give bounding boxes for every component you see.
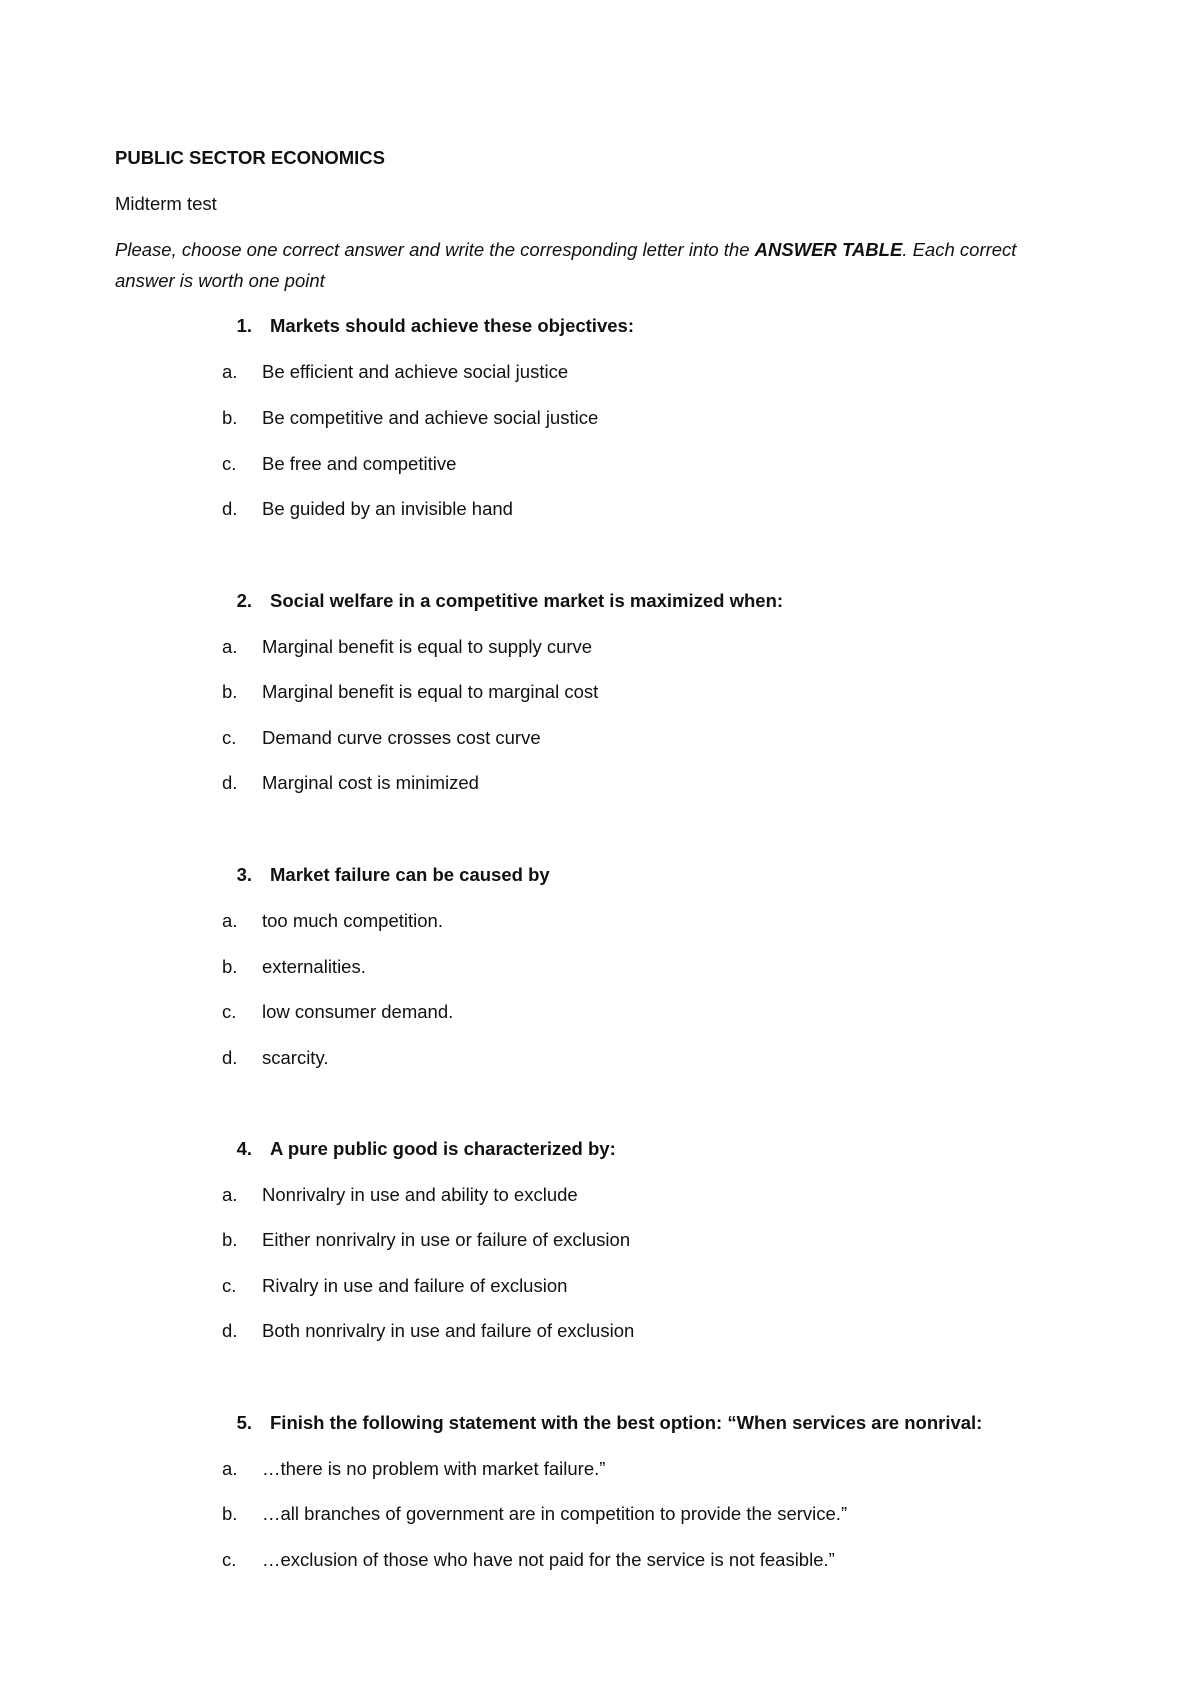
question-text: Markets should achieve these objectives:: [270, 315, 634, 336]
option-letter: c.: [222, 1001, 237, 1022]
option-text: too much competition.: [262, 910, 443, 931]
option-text: Marginal benefit is equal to marginal cost: [262, 681, 599, 702]
question-number: 4.: [236, 1138, 252, 1159]
instructions-part-1: Please, choose one correct answer and write the corresponding letter into the: [115, 239, 755, 260]
option-text: Both nonrivalry in use and failure of exclusion: [262, 1320, 635, 1341]
instructions-emphasis: ANSWER TABLE: [754, 239, 903, 260]
option-letter: a.: [222, 361, 238, 382]
instructions-line-2: answer is worth one point: [115, 270, 325, 291]
question-number: 2.: [236, 590, 252, 611]
option-text: …exclusion of those who have not paid for the service is not feasible.”: [262, 1549, 835, 1570]
option-text: Rivalry in use and failure of exclusion: [262, 1275, 568, 1296]
option-letter: c.: [222, 727, 237, 748]
document-subtitle: Midterm test: [115, 193, 217, 214]
question-text: Market failure can be caused by: [270, 864, 550, 885]
question-text: A pure public good is characterized by:: [270, 1138, 616, 1159]
document-title: PUBLIC SECTOR ECONOMICS: [115, 147, 385, 168]
option-letter: b.: [222, 681, 238, 702]
option-letter: d.: [222, 1047, 238, 1068]
option-text: …there is no problem with market failure.”: [262, 1458, 606, 1479]
option-letter: b.: [222, 956, 238, 977]
option-letter: b.: [222, 407, 238, 428]
option-letter: d.: [222, 498, 238, 519]
question-text: Social welfare in a competitive market is maximized when:: [270, 590, 784, 611]
option-text: Marginal cost is minimized: [262, 772, 479, 793]
option-letter: a.: [222, 1458, 238, 1479]
question-text: Finish the following statement with the best option: “When services are nonrival:: [270, 1412, 983, 1433]
option-letter: b.: [222, 1229, 238, 1250]
option-text: Be efficient and achieve social justice: [262, 361, 569, 382]
option-letter: a.: [222, 1184, 238, 1205]
option-letter: c.: [222, 1275, 237, 1296]
option-text: Be guided by an invisible hand: [262, 498, 513, 519]
instructions-line-1: [115, 238, 1016, 262]
option-letter: d.: [222, 772, 238, 793]
option-text: Marginal benefit is equal to supply curve: [262, 636, 593, 657]
instructions-part-2: . Each correct: [902, 239, 1017, 260]
option-text: Demand curve crosses cost curve: [262, 727, 541, 748]
option-text: …all branches of government are in competition to provide the service.”: [262, 1503, 848, 1524]
option-text: Nonrivalry in use and ability to exclude: [262, 1184, 578, 1205]
option-letter: b.: [222, 1503, 238, 1524]
option-text: externalities.: [262, 956, 366, 977]
option-letter: a.: [222, 636, 238, 657]
option-text: low consumer demand.: [262, 1001, 454, 1022]
question-number: 5.: [236, 1412, 252, 1433]
option-letter: a.: [222, 910, 238, 931]
option-text: Be free and competitive: [262, 453, 457, 474]
question-number: 1.: [236, 315, 252, 336]
option-letter: c.: [222, 453, 237, 474]
option-letter: d.: [222, 1320, 238, 1341]
option-text: Be competitive and achieve social justice: [262, 407, 599, 428]
option-text: scarcity.: [262, 1047, 329, 1068]
question-number: 3.: [236, 864, 252, 885]
option-text: Either nonrivalry in use or failure of exclusion: [262, 1229, 631, 1250]
option-letter: c.: [222, 1549, 237, 1570]
